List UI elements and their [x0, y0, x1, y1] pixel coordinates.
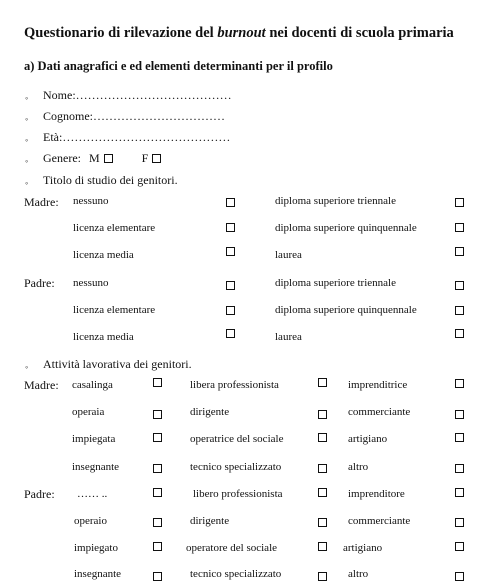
attivita-padre-checkbox[interactable] [318, 518, 327, 527]
attivita-padre-checkbox[interactable] [455, 572, 464, 581]
attivita-madre-option: tecnico specializzato [190, 461, 282, 473]
titolo-madre-checkbox[interactable] [226, 247, 235, 256]
attivita-padre-checkbox[interactable] [318, 542, 327, 551]
genere-f-checkbox[interactable] [152, 154, 161, 163]
titolo-madre-option: diploma superiore quinquennale [275, 222, 417, 234]
attivita-madre-checkbox[interactable] [455, 410, 464, 419]
attivita-padre-option: …… .. [77, 488, 108, 500]
attivita-madre-checkbox[interactable] [318, 410, 327, 419]
titolo-padre-checkbox[interactable] [226, 281, 235, 290]
genere-row [43, 151, 161, 166]
attivita-padre-option: operaio [74, 515, 107, 527]
titolo-madre-option: laurea [275, 249, 302, 261]
attivita-padre-checkbox[interactable] [455, 542, 464, 551]
attivita-madre-checkbox[interactable] [318, 378, 327, 387]
genere-f-label: F [141, 151, 149, 165]
attivita-madre-option: dirigente [190, 406, 230, 418]
section-heading: a) Dati anagrafici e ed elementi determinanti per il profilo [24, 59, 333, 73]
titolo-padre-option: laurea [275, 331, 302, 343]
titolo-madre-option: nessuno [73, 195, 109, 207]
attivita-padre-checkbox[interactable] [455, 518, 464, 527]
attivita-madre-checkbox[interactable] [153, 433, 162, 442]
titolo-padre-option: nessuno [73, 277, 109, 289]
titolo-madre-checkbox[interactable] [226, 223, 235, 232]
titolo-padre-option: diploma superiore quinquennale [275, 304, 417, 316]
title-italic: burnout [217, 25, 266, 41]
bullet: ◦ [25, 362, 29, 372]
genere-m-checkbox[interactable] [104, 154, 113, 163]
bullet: ◦ [25, 178, 29, 188]
attivita-madre-option: operatrice del sociale [190, 433, 284, 445]
attivita-padre-checkbox[interactable] [455, 488, 464, 497]
titolo-padre-option: licenza media [73, 331, 134, 343]
attivita-padre-checkbox[interactable] [318, 488, 327, 497]
attivita-madre-option: altro [348, 461, 369, 473]
madre-label: Madre: [24, 195, 59, 209]
attivita-padre-checkbox[interactable] [153, 572, 162, 581]
bullet: ◦ [25, 93, 29, 103]
attivita-padre-option: libero professionista [193, 488, 283, 500]
attivita-madre-option: impiegata [72, 433, 116, 445]
titolo-padre-checkbox[interactable] [455, 329, 464, 338]
titolo-madre-checkbox[interactable] [455, 198, 464, 207]
attivita-madre-checkbox[interactable] [455, 464, 464, 473]
attivita-padre-checkbox[interactable] [318, 572, 327, 581]
titolo-madre-checkbox[interactable] [455, 223, 464, 232]
attivita-padre-option: imprenditore [348, 488, 405, 500]
title-text: Questionario di rilevazione del [24, 25, 218, 41]
attivita-padre-option: altro [348, 568, 369, 580]
attivita-madre-checkbox[interactable] [318, 433, 327, 442]
titolo-studio-heading: Titolo di studio dei genitori. [43, 173, 178, 187]
attivita-padre-option: dirigente [190, 515, 230, 527]
titolo-padre-checkbox[interactable] [226, 329, 235, 338]
titolo-madre-option: diploma superiore triennale [275, 195, 396, 207]
padre-label: Padre: [24, 276, 55, 290]
nome-field[interactable]: Nome:………………………………… [43, 88, 232, 102]
attivita-madre-option: imprenditrice [348, 379, 408, 391]
attivita-madre-checkbox[interactable] [455, 379, 464, 388]
attivita-madre-checkbox[interactable] [153, 378, 162, 387]
document-title [24, 25, 454, 42]
attivita-madre-option: artigiano [348, 433, 388, 445]
attivita-madre-option: insegnante [72, 461, 120, 473]
genere-m-label: M [88, 151, 100, 165]
eta-field[interactable]: Età:…………………………………… [43, 130, 231, 144]
cognome-field[interactable]: Cognome:…………………………… [43, 109, 225, 123]
attivita-madre-checkbox[interactable] [455, 433, 464, 442]
attivita-madre-option: commerciante [348, 406, 411, 418]
attivita-madre-option: operaia [72, 406, 105, 418]
titolo-madre-option: licenza elementare [73, 222, 156, 234]
titolo-padre-option: diploma superiore triennale [275, 277, 396, 289]
madre-label: Madre: [24, 378, 59, 392]
attivita-padre-checkbox[interactable] [153, 518, 162, 527]
attivita-madre-checkbox[interactable] [153, 464, 162, 473]
bullet: ◦ [25, 135, 29, 145]
padre-label: Padre: [24, 487, 55, 501]
attivita-padre-option: commerciante [348, 515, 411, 527]
attivita-padre-option: operatore del sociale [186, 542, 278, 554]
attivita-madre-option: libera professionista [190, 379, 279, 391]
attivita-padre-option: artigiano [343, 542, 383, 554]
attivita-madre-option: casalinga [72, 379, 113, 391]
titolo-padre-checkbox[interactable] [455, 306, 464, 315]
attivita-padre-option: tecnico specializzato [190, 568, 282, 580]
genere-label: Genere: [43, 151, 81, 165]
attivita-padre-option: insegnante [74, 568, 122, 580]
titolo-madre-option: licenza media [73, 249, 134, 261]
attivita-padre-checkbox[interactable] [153, 488, 162, 497]
attivita-madre-checkbox[interactable] [318, 464, 327, 473]
titolo-padre-checkbox[interactable] [455, 281, 464, 290]
attivita-padre-option: impiegato [74, 542, 118, 554]
bullet: ◦ [25, 114, 29, 124]
bullet: ◦ [25, 156, 29, 166]
attivita-madre-checkbox[interactable] [153, 410, 162, 419]
attivita-heading: Attività lavorativa dei genitori. [43, 357, 192, 371]
attivita-padre-checkbox[interactable] [153, 542, 162, 551]
titolo-madre-checkbox[interactable] [455, 247, 464, 256]
titolo-madre-checkbox[interactable] [226, 198, 235, 207]
title-text-end: nei docenti di scuola primaria [265, 25, 454, 41]
titolo-padre-option: licenza elementare [73, 304, 156, 316]
titolo-padre-checkbox[interactable] [226, 306, 235, 315]
